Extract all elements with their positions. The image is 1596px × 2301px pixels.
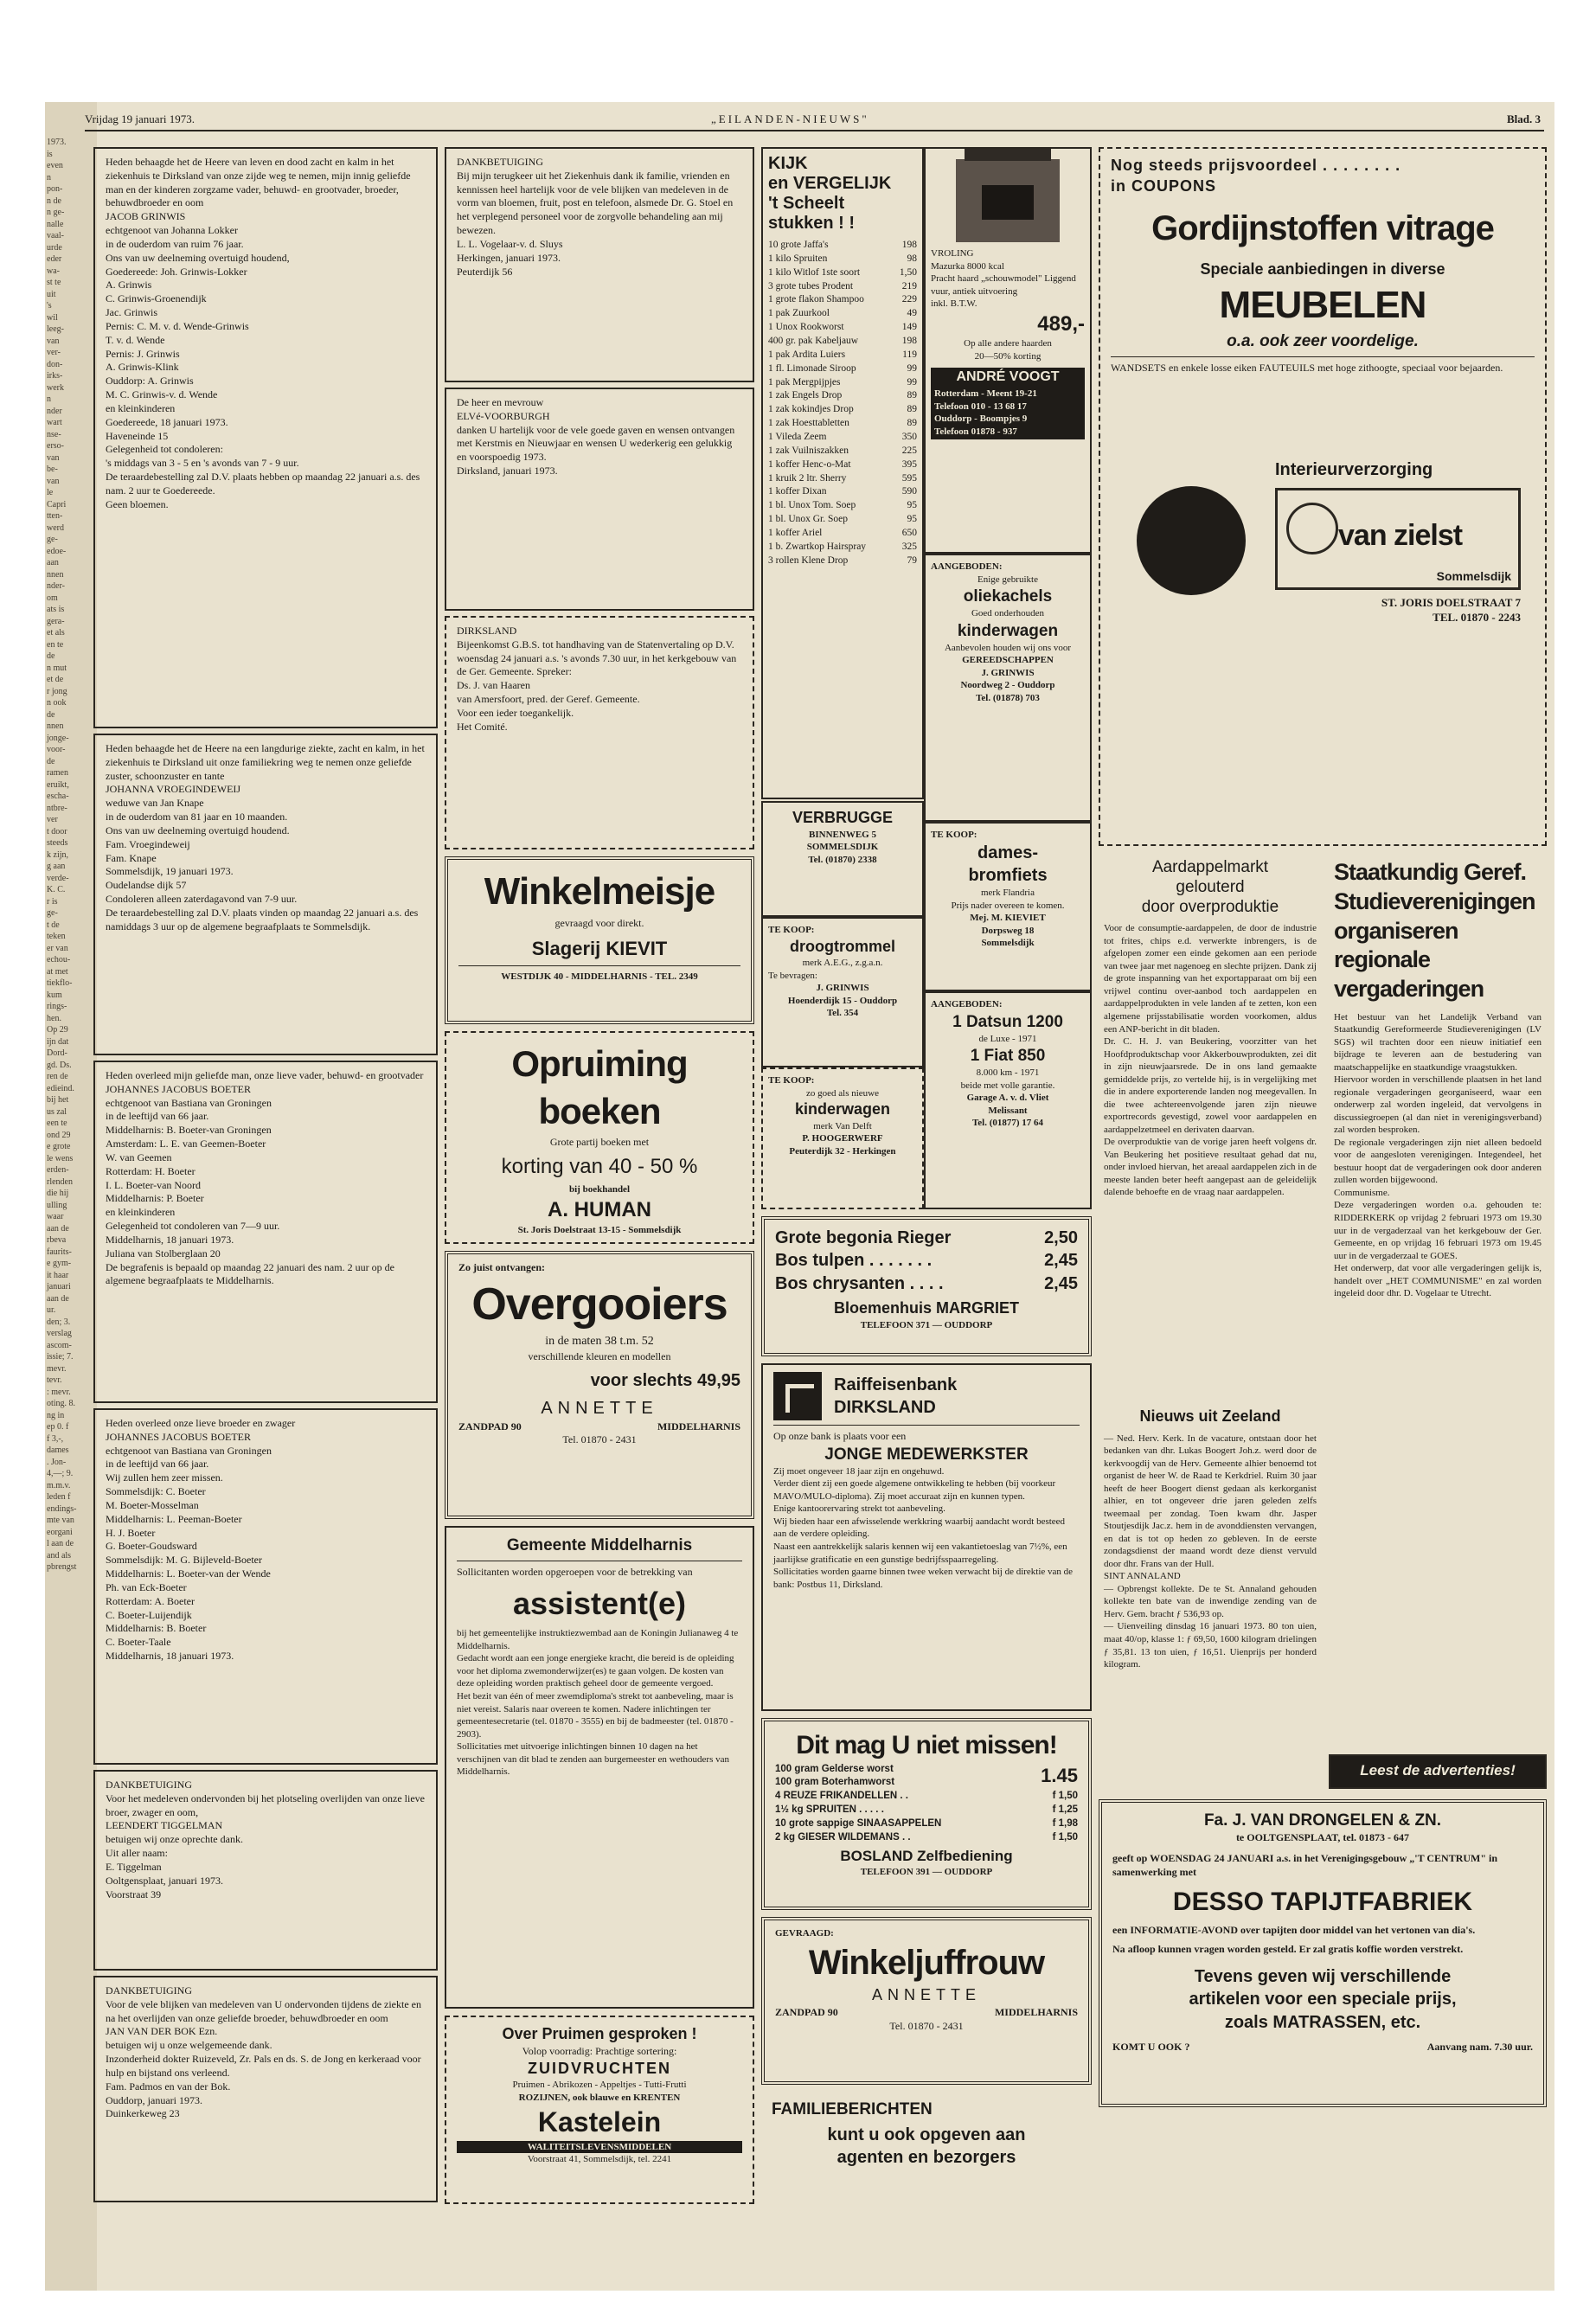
missen-price-row [775, 1817, 1078, 1831]
winkelmeisje-sub: gevraagd voor direkt. [554, 917, 644, 930]
datsun-d2: 8.000 km - 1971 beide met volle garantie. [960, 1067, 1055, 1091]
zielst-logo2: Sommelsdijk [1436, 568, 1511, 583]
bromfiets-t1: merk Flandria [980, 888, 1035, 899]
zielst-logo: van zielst [1338, 519, 1463, 553]
opruiming-t2: korting van 40 - 50 % [501, 1154, 698, 1178]
verbrugge-l1: BINNENWEG 5 [809, 829, 876, 840]
begonia-p1: 2,50 [1044, 1228, 1078, 1247]
zielst-t1: Nog steeds prijsvoordeel . . . . . . . . in COUPONS [1111, 157, 1401, 195]
desso-title: DESSO TAPIJTFABRIEK [1172, 1887, 1473, 1916]
raiffeisen-name: Raiffeisenbank DIRKSLAND [834, 1375, 958, 1417]
kijk-price-row [768, 362, 917, 376]
desso-t4: Tevens geven wij verschillende artikelen voor een speciale prijs, zoals MATRASSEN, etc. [1189, 1966, 1457, 2032]
kijk-item-price: 350 [901, 432, 917, 443]
ad-familieberichten [761, 2092, 1092, 2202]
datsun-car1: 1 Datsun 1200 [952, 1012, 1063, 1031]
pruimen-sub: WALITEITSLEVENSMIDDELEN [457, 2141, 742, 2154]
opruiming-t3: bij boekhandel [569, 1184, 630, 1195]
kijk-item-name: 1 koffer Dixan [768, 486, 827, 497]
kijk-item-price: 98 [907, 253, 917, 264]
aangeboden1-t3: Aanbevolen houden wij ons voor [944, 642, 1072, 653]
aangeboden1-t4: GEREEDSCHAPPEN [962, 655, 1054, 666]
article-staatkundig [1329, 855, 1547, 1754]
vroling-text: VROLING Mazurka 8000 kcal Pracht haard „schouwmodel" Liggend vuur, antiek uitvoering inkl. B.T.W. [931, 248, 1076, 310]
missen-item-name: 100 gram Gelderse worst 100 gram Boterhamworst [775, 1763, 895, 1788]
kijk-item-name: 1 bl. Unox Tom. Soep [768, 500, 856, 511]
kijk-item-price: 95 [907, 500, 917, 511]
verbrugge-l2: SOMMELSDIJK [806, 842, 879, 853]
pruimen-t4: ROZIJNEN, ook blauwe en KRENTEN [518, 2092, 681, 2103]
begonia-tel: TELEFOON 371 — OUDDORP [860, 1319, 993, 1330]
familie-title: FAMILIEBERICHTEN [772, 2100, 933, 2118]
ad-vroling [924, 147, 1092, 554]
desso-loc: te OOLTGENSPLAAT, tel. 01873 - 647 [1235, 1831, 1410, 1844]
missen-price-row [775, 1831, 1078, 1845]
kijk-item-name: 1 kilo Witlof 1ste soort [768, 266, 861, 278]
missen-item-price: f 1,98 [1052, 1818, 1078, 1830]
aardappel-body: Voor de consumptie-aardappelen, de door de industrie tot frites, chips e.d. verwerkte inbrengers, is de afgelopen zomer een einde gekomen aan een periode van twee jaar met nagenoeg en slechte prijzen. Dank zij de grote inspanning van het exportapparaat om bij een vrijwel continu over-aanbod toch aardappelen en aardappelprodukten in vele landen af te zetten, kon een algemene prijsstabilisatie worden voorkomen, aldus een ANP-bericht in dit bladen. Dr. C. H. J. van Beukering, voorzitter van het Hoofdproduktschap voor Akkerbouwprodukten, zei dit in zijn nieuwjaarsrede. De in ons land gemaakte gemiddelde prijs, zo vertelde hij, is in vergelijking met die in andere exporterende landen nog meegevallen. In die twee achtereenvolgende jaren zijn nieuwe exportrecords gevestigd, zowel voor aardappelen en aardappelzetmeel en derivaten daarvan. De overproduktie van de vorige jaren heeft volgens dr. Van Beukering het positieve resultaat gehad dat nu, onder invloed hiervan, het areaal aardappelen zich in de meeste landen beter heeft aangepast aan de geleidelijk dalende behoefte en de vraag naar aardappelen. [1104, 923, 1317, 1198]
kijk-price-row [768, 307, 917, 321]
missen-title: Dit mag U niet missen! [796, 1731, 1057, 1759]
aangeboden1-item2: kinderwagen [957, 621, 1059, 640]
kijk-item-price: 149 [901, 322, 917, 333]
kijk-price-row [768, 335, 917, 349]
kijk-price-row [768, 541, 917, 554]
torn-edge-strip [45, 102, 97, 2291]
kijk-item-price: 198 [901, 336, 917, 347]
vroling-store-info: Rotterdam - Meent 19-21 Telefoon 010 - 13 68 17 Ouddorp - Boompjes 9 Telefoon 01878 - 937 [931, 386, 1085, 439]
missen-item-name: 2 kg GIESER WILDEMANS . . [775, 1831, 911, 1843]
droogtrommel-item: droogtrommel [789, 937, 895, 955]
opruiming-t1: Grote partij boeken met [549, 1135, 650, 1148]
kijk-price-row [768, 253, 917, 266]
kijk-price-list [768, 239, 917, 568]
zielst-t4: MEUBELEN [1219, 284, 1426, 327]
overgooiers-tel: Tel. 01870 - 2431 [562, 1433, 637, 1446]
kijk-item-name: 1 pak Ardita Luiers [768, 349, 846, 360]
overgooiers-t2: verschillende kleuren en modellen [528, 1349, 671, 1362]
ad-kinderwagen [761, 1067, 924, 1209]
kijk-item-name: 1 zak Vuilniszakken [768, 445, 849, 456]
kijk-item-name: 3 rollen Klene Drop [768, 554, 849, 566]
zielst-logo-frame [1275, 488, 1521, 590]
raiffeisen-logo [773, 1372, 822, 1420]
ad-missen [761, 1718, 1092, 1910]
gemeente-title: Gemeente Middelharnis [506, 1536, 693, 1554]
desso-t2: een INFORMATIE-AVOND over tapijten door middel van het vertonen van dia's. [1112, 1924, 1476, 1937]
desso-t5: KOMT U OOK ? [1112, 2040, 1190, 2053]
pruimen-title: Over Pruimen gesproken ! [502, 2025, 697, 2042]
kijk-item-name: 1 pak Mergpijpjes [768, 376, 841, 388]
overgooiers-t1: in de maten 38 t.m. 52 [545, 1335, 654, 1349]
kijk-item-name: 1 zak Engels Drop [768, 390, 843, 401]
bromfiets-t3: Mej. M. KIEVIET Dorpsweg 18 Sommelsdijk [970, 913, 1046, 949]
kijk-item-price: 119 [902, 349, 917, 360]
kijk-item-price: 49 [907, 308, 917, 319]
kijk-item-name: 1 Unox Rookworst [768, 322, 844, 333]
kijk-item-name: 1 kilo Spruiten [768, 253, 828, 264]
aangeboden1-t5: J. GRINWIS Noordweg 2 - Ouddorp Tel. (01878) 703 [960, 667, 1055, 703]
kijk-item-name: 1 b. Zwartkop Hairspray [768, 541, 867, 552]
ad-gemeente [445, 1526, 754, 2009]
ad-sluys [445, 147, 754, 382]
missen-item-price: f 1,50 [1052, 1831, 1078, 1843]
missen-item-price: f 1,25 [1052, 1804, 1078, 1816]
voorburgh-text: De heer en mevrouw ELVé-VOORBURGH danken U hartelijk voor de vele goede gaven en wensen ontvangen met Kerstmis en Nieuwjaar en wensen U wederkerig een gelukkig en voorspoedig 1973. Dirksland, januari 1973. [457, 396, 735, 478]
droogtrommel-d2: Te bevragen: [768, 970, 817, 981]
pruimen-t1: Volop voorradig: Prachtige sortering: [522, 2044, 677, 2057]
ad-winkeljuffrouw [761, 1917, 1092, 2085]
ad-dirksland [445, 616, 754, 849]
kijk-price-row [768, 321, 917, 335]
kijk-item-price: 1,50 [899, 266, 917, 278]
opruiming-addr: St. Joris Doelstraat 13-15 - Sommelsdijk [517, 1224, 682, 1235]
kijk-item-price: 395 [901, 458, 917, 470]
kinderwagen-t1: zo goed als nieuwe [806, 1087, 879, 1099]
droogtrommel-d3: J. GRINWIS Hoenderdijk 15 - Ouddorp Tel. 354 [787, 983, 898, 1019]
kijk-price-row [768, 458, 917, 472]
kijk-item-price: 79 [907, 554, 917, 566]
kinderwagen-label: TE KOOP: [768, 1075, 815, 1086]
missen-price-list [775, 1763, 1078, 1845]
ad-grinwis [93, 147, 438, 728]
kijk-item-name: 1 fl. Limonade Siroop [768, 362, 856, 374]
kijk-item-price: 95 [907, 514, 917, 525]
kijk-price-row [768, 554, 917, 568]
pruimen-name: Kastelein [537, 2106, 662, 2138]
begonia-p2: 2,45 [1044, 1251, 1078, 1271]
familie-t1: kunt u ook opgeven aan agenten en bezorgers [827, 2125, 1026, 2168]
zielst-t3: Speciale aanbiedingen in diverse [1200, 260, 1445, 279]
black-circle-graphic [1137, 486, 1246, 595]
opruiming-title: Opruiming boeken [511, 1043, 688, 1132]
ad-vanderbok [93, 1976, 438, 2202]
kijk-price-row [768, 513, 917, 527]
dirksland-text: DIRKSLAND Bijeenkomst G.B.S. tot handhaving van de Statenvertaling op D.V. woensdag 24 januari a.s. 's avonds 7.30 uur, in het kerkgebouw van de Ger. Gemeente. Spreker: Ds. J. van Haaren van Amersfoort, pred. der Geref. Gemeente. Voor een ieder toegankelijk. Het Comité. [457, 625, 737, 733]
datsun-label: AANGEBODEN: [931, 999, 1003, 1009]
zielst-t5: o.a. ook zeer voordelige. [1227, 332, 1419, 351]
strip-text: 1973. is even n pon- n de n ge- nalle vaal- urde eder wa- st te uit 's wil leeg- van ver- don- irks- werk n nder wart nse- erso- van be- van le Capri tten- werd ge- edoe- aan nnen nder- om ats is gera- et als en te de n mut et de r jong n ook de nnen jonge- voor- de ramen eruikt, escha- ntbre- ver t door steeds k zijn, g aan verde- K. C. r is ge- t de teken er van echou- at met tiekflo- kum rings- hen. Op 29 ijn dat Dord- gd. Ds. ren de edieind. bij het us zal een te ond 29 e grote le wens erden- rlenden die hij ulling waar aan de rbeva faurits- e gym- it haar januari aan de ur. den; 3. verslag ascom- issie; 7. mevr. tevr. : mevr. oting. 8. ng in ep 0. f f 3,-, dames . Jon- 4,—; 9. m.m.v. leden f endings- mte van eorgani l aan de and als pbrengst [47, 138, 77, 1572]
kijk-item-name: 1 koffer Ariel [768, 528, 823, 539]
ad-aangeboden-oliekachels [924, 554, 1092, 822]
kijk-item-name: 1 grote flakon Shampoo [768, 294, 864, 305]
kijk-price-row [768, 403, 917, 417]
begonia-name: Bloemenhuis MARGRIET [833, 1299, 1019, 1317]
winkeljuffrouw-title: Winkeljuffrouw [808, 1943, 1045, 1982]
verbrugge-l3: Tel. (01870) 2338 [808, 854, 877, 865]
kijk-item-name: 1 koffer Henc-o-Mat [768, 458, 851, 470]
missen-price-row [775, 1790, 1078, 1804]
zeeland-body: — Ned. Herv. Kerk. In de vacature, ontstaan door het bedanken van dhr. Lukas Boogert Joh.z. werd door de kerkvoogdij van de Herv. Gemeente alhier benoemd tot organist de heer W. de Raad te Kerkdriel. Ruim 30 jaar heeft de heer Boogert dienst gedaan als kerkorganist alhier, en tot ongeveer drie jaren geleden zelfs tweemaal per zondag. Toen kwam dhr. Jasper Stoutjesdijk Jac.z. hem in de avonddiensten vervangen, en dat is tot op heden zo gebleven. In de eerste zondagsdienst der maand wordt deze dienst vervuld door dhr. Frans van der Hull. SINT ANNALAND — Opbrengst kollekte. De te St. Annaland gehouden kollekte ten bate van de inwendige zending van de Herv. Gem. bracht ƒ 536,93 op. — Uienveiling dinsdag 16 januari 1973. 80 ton uien, maat 40/op, klasse 1: ƒ 69,50, 1600 kilogram drielingen ƒ 35,81. 13 ton uien, ƒ 16,51. Uienprijs per honderd kilogram. [1104, 1433, 1317, 1670]
droogtrommel-label: TE KOOP: [768, 925, 815, 935]
overgooiers-t0: Zo juist ontvangen: [458, 1261, 546, 1273]
kijk-item-price: 650 [901, 528, 917, 539]
missen-item-name: 1½ kg SPRUITEN . . . . . [775, 1804, 884, 1816]
zielst-logo-area [1111, 384, 1535, 644]
header-date: Vrijdag 19 januari 1973. [85, 112, 195, 125]
kijk-item-name: 1 bl. Unox Gr. Soep [768, 514, 848, 525]
kijk-item-price: 89 [907, 418, 917, 429]
ad-boeter-1 [93, 1061, 438, 1403]
kijk-item-name: 400 gr. pak Kabeljauw [768, 336, 859, 347]
kijk-item-name: 1 zak kokindjes Drop [768, 404, 854, 415]
zielst-t2: Gordijnstoffen vitrage [1151, 208, 1494, 247]
ad-opruiming [445, 1031, 754, 1244]
kijk-item-name: 1 pak Zuurkool [768, 308, 830, 319]
overgooiers-a1: ZANDPAD 90 [458, 1420, 522, 1433]
kijk-price-row [768, 239, 917, 253]
ad-desso [1099, 1799, 1547, 2107]
winkeljuffrouw-a1: ZANDPAD 90 [775, 2006, 838, 2019]
leest-banner [1329, 1754, 1547, 1789]
vroegindeweij-text: Heden behaagde het de Heere na een langdurige ziekte, zacht en kalm, in het ziekenhuis te Dirksland uit onze familiekring weg te nemen onze geliefde zuster, schoonzuster en tante JOHANNA VROEGINDEWEIJ weduwe van Jan Knape in de ouderdom van 81 jaar en 10 maanden. Ons van uw deelneming overtuigd houdend. Fam. Vroegindeweij Fam. Knape Sommelsdijk, 19 januari 1973. Oudelandse dijk 57 Condoleren alleen zaterdagavond van 7-9 uur. De teraardebestelling zal D.V. plaats vinden op maandag 22 januari a.s. des namiddags 3 uur op de algemene begraafplaats te Sommelsdijk. [106, 742, 425, 933]
kijk-price-row [768, 499, 917, 513]
desso-t3: Na afloop kunnen vragen worden gesteld. Er zal gratis koffie worden verstrekt. [1112, 1942, 1464, 1955]
kinderwagen-t3: P. HOOGERWERF Peuterdijk 32 - Herkingen [789, 1133, 896, 1157]
kijk-item-price: 595 [901, 472, 917, 484]
winkeljuffrouw-name: ANNETTE [871, 1986, 981, 2004]
fireplace-image [956, 159, 1060, 242]
boeter1-text: Heden overleed mijn geliefde man, onze lieve vader, behuwd- en grootvader JOHANNES JACOBUS BOETER echtgenoot van Bastiana van Groningen in de leeftijd van 66 jaar. Middelharnis: B. Boeter-van Groningen Amsterdam: L. E. van Geemen-Boeter W. van Geemen Rotterdam: H. Boeter I. L. Boeter-van Noord Middelharnis: P. Boeter en kleinkinderen Gelegenheid tot condoleren van 7—9 uur. Middelharnis, 18 januari 1973. Juliana van Stolberglaan 20 De begrafenis is bepaald op maandag 22 januari des nam. 2 uur op de algemene begraafplaats te Middelharnis. [106, 1069, 424, 1287]
raiffeisen-body: Zij moet ongeveer 18 jaar zijn en ongehuwd. Verder dient zij een goede algemene ontwikkeling te hebben (bij voorkeur MAVO/MULO-diploma). Zij moet accuraat zijn en kunnen typen. Enige kantoorervaring strekt tot aanbeveling. Wij bieden haar een afwisselende werkkring waarbij aandacht wordt besteed aan de verdere opleiding. Naast een aantrekkelijk salaris kennen wij een vakantietoeslag van 7½%, een jaarlijkse gratificatie en een gunstige bedrijfsspaarregeling. Sollicitaties worden gaarne binnen twee weken verwacht bij de direktie van de bank: Postbus 11, Dirksland. [773, 1465, 1074, 1590]
bromfiets-t2: Prijs nader overeen te komen. [951, 900, 1065, 911]
ad-tiggelman [93, 1770, 438, 1971]
kijk-item-price: 99 [907, 376, 917, 388]
overgooiers-name: ANNETTE [541, 1399, 658, 1419]
bromfiets-label: TE KOOP: [931, 830, 977, 840]
kijk-item-name: 1 kruik 2 ltr. Sherry [768, 472, 847, 484]
desso-t6: Aanvang nam. 7.30 uur. [1426, 2040, 1533, 2053]
kijk-price-row [768, 349, 917, 362]
kijk-item-price: 99 [907, 362, 917, 374]
winkelmeisje-name: Slagerij KIEVIT [531, 937, 668, 959]
zielst-t6: WANDSETS en enkele losse eiken FAUTEUILS met hoge zithoogte, speciaal voor bejaarden. [1111, 362, 1503, 375]
vanderbok-text: DANKBETUIGING Voor de vele blijken van medeleven van U ondervonden tijdens de ziekte en na het overlijden van onze geliefde broeder, behuwdbroeder en oom JAN VAN DER BOK Ezn. betuigen wij u onze welgemeende dank. Inzonderheid dokter Ruizeveld, Zr. Pals en ds. S. de Jong en kerkeraad voor hulp en bijstand ons verleend. Fam. Padmos en van der Bok. Ouddorp, januari 1973. Duinkerkeweg 23 [106, 1984, 421, 2120]
vroling-sub: Op alle andere haarden 20—50% korting [964, 338, 1052, 362]
tiggelman-text: DANKBETUIGING Voor het medeleven ondervonden bij het plotseling overlijden van onze lieve broer, zwager en oom, LEENDERT TIGGELMAN betuigen wij onze oprechte dank. Uit aller naam: E. Tiggelman Ooltgensplaat, januari 1973. Voorstraat 39 [106, 1779, 426, 1900]
kijk-item-price: 325 [901, 541, 917, 552]
begonia-r3: Bos chrysanten . . . . [775, 1273, 944, 1293]
kijk-price-row [768, 431, 917, 445]
zielst-addr: ST. JORIS DOELSTRAAT 7 TEL. 01870 - 2243 [1381, 596, 1521, 625]
header-paper: „EILANDEN-NIEUWS" [711, 112, 869, 125]
begonia-r2: Bos tulpen . . . . . . . [775, 1251, 933, 1271]
kijk-item-name: 1 zak Hoesttabletten [768, 418, 849, 429]
ad-winkelmeisje [445, 856, 754, 1024]
vroling-price: 489,- [1037, 311, 1085, 336]
kijk-price-row [768, 280, 917, 294]
winkelmeisje-title: Winkelmeisje [484, 870, 715, 913]
begonia-r1: Grote begonia Rieger [775, 1228, 952, 1247]
overgooiers-a2: MIDDELHARNIS [657, 1420, 740, 1433]
missen-price-row [775, 1763, 1078, 1791]
kijk-price-row [768, 527, 917, 541]
kijk-item-price: 219 [901, 280, 917, 292]
kijk-price-row [768, 485, 917, 499]
missen-item-name: 4 REUZE FRIKANDELLEN . . [775, 1791, 908, 1802]
header-page: Blad. 3 [1506, 112, 1541, 125]
ad-raiffeisen [761, 1363, 1092, 1711]
missen-price-row [775, 1804, 1078, 1817]
staatkundig-title: Staatkundig Geref. Studieverenigingen organiseren regionale vergaderingen [1334, 859, 1535, 1002]
leest-text: Leest de advertenties! [1360, 1762, 1516, 1779]
raiffeisen-title: JONGE MEDEWERKSTER [824, 1445, 1029, 1464]
kijk-item-name: 1 Vileda Zeem [768, 432, 827, 443]
kijk-item-price: 229 [901, 294, 917, 305]
gemeente-body: bij het gemeentelijke instruktiezwembad aan de Koningin Julianaweg 4 te Middelharnis. Gedacht wordt aan een jonge energieke kracht, die bereid is de opleiding voor het diploma zwemonderwijzer(es) te gaan volgen. De kosten van deze opleiding worden praktisch geheel door de gemeente vergoed. Het bezit van één of meer zwemdiploma's strekt tot aanbeveling, maar is niet vereist. Salaris naar overeen te komen. Nadere inlichtingen ter gemeentesecretarie (tel. 01870 - 3555) en bij de badmeester (tel. 01870 - 2903). Sollicitaties met uitvoerige inlichtingen binnen 10 dagen na het verschijnen van dit blad te zenden aan burgemeester en wethouders van Middelharnis. [457, 1628, 739, 1778]
missen-item-price: 1.45 [1041, 1764, 1078, 1786]
missen-tel: TELEFOON 391 — OUDDORP [860, 1867, 993, 1878]
kijk-title: KIJK en VERGELIJK 't Scheelt stukken ! ! [768, 154, 892, 233]
sluys-text: DANKBETUIGING Bij mijn terugkeer uit het Ziekenhuis dank ik familie, vrienden en kennissen heel hartelijk voor de vele blijken van medeleven in de vorm van bloemen, fruit, post en telefoon, alsmede Dr. G. Stoel en het verplegend personeel voor de zorgvolle behandeling aan mij bewezen. L. L. Vogelaar-v. d. Sluys Herkingen, januari 1973. Peuterdijk 56 [457, 156, 734, 278]
kinderwagen-item: kinderwagen [794, 1100, 891, 1118]
kinderwagen-t2: merk Van Delft [813, 1120, 872, 1131]
ad-verbrugge [761, 801, 924, 917]
raiffeisen-t1: Op onze bank is plaats voor een [773, 1430, 907, 1442]
pruimen-t3: Pruimen - Abrikozen - Appeltjes - Tutti-Frutti [512, 2080, 687, 2091]
overgooiers-title: Overgooiers [471, 1279, 727, 1330]
kijk-price-row [768, 376, 917, 390]
kijk-item-price: 225 [901, 445, 917, 456]
staatkundig-body: Het bestuur van het Landelijk Verband van Staatkundig Gereformeerde Studieverenigingen (LV SGS) wil trachten door een nieuw initiatief een bijdrage te leveren aan de bestudering van maatschappelijke en staatkundige vraagstukken. Hiervoor worden in verschillende plaatsen in het land regionale vergaderingen georganiseerd, waar een onderwerp zal worden ingeleid, dat vervolgens in discussiegroepen (al dan niet in verenigingsverband) zal worden besproken. De regionale vergaderingen zijn niet alleen bedoeld voor de aangesloten verenigingen. Integendeel, het bestuur hoopt dat de vergaderingen ook door anderen zullen worden bijgewoond. Communisme. Deze vergaderingen worden o.a. gehouden te: RIDDERKERK op vrijdag 2 februari 1973 om 19.30 uur in de vergaderzaal van het kerkgebouw der Ger. Gemeente, en op vrijdag 16 februari 1973 om 19.45 uur in de vergaderzaal te GOES. Het onderwerp, dat voor alle vergaderingen gelijk is, handelt over „HET COMMUNISME" en zal worden ingeleid door dhr. D. Vogelaar te Utrecht. [1334, 1011, 1542, 1299]
kijk-item-name: 10 grote Jaffa's [768, 240, 829, 250]
kijk-item-name: 3 grote tubes Prodent [768, 280, 854, 292]
aangeboden1-t2: Goed onderhouden [971, 608, 1044, 619]
header-rule [85, 130, 1544, 131]
ad-begonia [761, 1216, 1092, 1356]
kijk-price-row [768, 445, 917, 458]
pruimen-addr: Voorstraat 41, Sommelsdijk, tel. 2241 [527, 2154, 672, 2165]
droogtrommel-d1: merk A.E.G., z.g.a.n. [802, 958, 883, 969]
zielst-t7: Interieurverzorging [1275, 460, 1433, 480]
pruimen-t2: ZUIDVRUCHTEN [528, 2059, 671, 2077]
winkelmeisje-addr: WESTDIJK 40 - MIDDELHARNIS - TEL. 2349 [501, 971, 698, 982]
ad-pruimen [445, 2016, 754, 2204]
winkeljuffrouw-a2: MIDDELHARNIS [994, 2006, 1078, 2019]
desso-t1: geeft op WOENSDAG 24 JANUARI a.s. in het Verenigingsgebouw „'T CENTRUM" in samenwerking met [1112, 1851, 1498, 1878]
grinwis-text: Heden behaagde het de Heere van leven en dood zacht en kalm in het ziekenhuis te Dirksland van onze zijde weg te nemen, mijn innig geliefde man en der kinderen zorgzame vader, behuwd- en grootvader, broeder, behuwdbroeder en oom JACOB GRINWIS echtgenoot van Johanna Lokker in de ouderdom van ruim 76 jaar. Ons van uw deelneming overtuigd houdend, Goedereede: Joh. Grinwis-Lokker A. Grinwis C. Grinwis-Groenendijk Jac. Grinwis Pernis: C. M. v. d. Wende-Grinwis T. v. d. Wende Pernis: J. Grinwis A. Grinwis-Klink Ouddorp: A. Grinwis M. C. Grinwis-v. d. Wende en kleinkinderen Goedereede, 18 januari 1973. Haveneinde 15 Gelegenheid tot condoleren: 's middags van 3 - 5 en 's avonds van 7 - 9 uur. De teraardebestelling zal D.V. plaats hebben op maandag 22 januari a.s. des nam. 2 uur te Goedereede. Geen bloemen. [106, 156, 420, 510]
kijk-item-price: 590 [901, 486, 917, 497]
aangeboden1-label: AANGEBODEN: [931, 561, 1003, 572]
missen-name: BOSLAND Zelfbediening [840, 1847, 1013, 1864]
kijk-item-price: 89 [907, 404, 917, 415]
kijk-price-row [768, 266, 917, 280]
ad-voorburgh [445, 388, 754, 611]
opruiming-name: A. HUMAN [548, 1197, 651, 1221]
desso-firm: Fa. J. VAN DRONGELEN & ZN. [1203, 1811, 1442, 1830]
gemeente-t1: Sollicitanten worden opgeroepen voor de betrekking van [457, 1566, 693, 1579]
datsun-d1: de Luxe - 1971 [978, 1033, 1037, 1044]
newspaper-page [45, 102, 1554, 2291]
kijk-price-row [768, 417, 917, 431]
aardappel-title: Aardappelmarkt gelouterd door overproduktie [1141, 858, 1279, 916]
ad-overgooiers [445, 1251, 754, 1519]
gemeente-big: assistent(e) [512, 1585, 687, 1621]
ad-vroegindeweij [93, 734, 438, 1055]
kijk-price-row [768, 389, 917, 403]
kijk-item-price: 89 [907, 390, 917, 401]
winkeljuffrouw-tel: Tel. 01870 - 2431 [889, 2019, 964, 2032]
missen-item-price: f 1,50 [1052, 1791, 1078, 1802]
ad-droogtrommel [761, 917, 924, 1067]
ad-datsun [924, 991, 1092, 1209]
bromfiets-item: dames- bromfiets [968, 843, 1048, 885]
datsun-d3: Garage A. v. d. Vliet Melissant Tel. (01877) 17 64 [966, 1093, 1049, 1129]
ad-kijk [761, 147, 924, 799]
ad-zielst [1099, 147, 1547, 846]
boeter2-text: Heden overleed onze lieve broeder en zwager JOHANNES JACOBUS BOETER echtgenoot van Bastiana van Groningen in de leeftijd van 66 jaar. Wij zullen hem zeer missen. Sommelsdijk: C. Boeter M. Boeter-Mosselman Middelharnis: L. Peeman-Boeter H. J. Boeter G. Boeter-Goudsward Sommelsdijk: M. G. Bijleveld-Boeter Middelharnis: L. Boeter-van der Wende Ph. van Eck-Boeter Rotterdam: A. Boeter C. Boeter-Luijendijk Middelharnis: B. Boeter C. Boeter-Taale Middelharnis, 18 januari 1973. [106, 1417, 296, 1663]
kijk-price-row [768, 293, 917, 307]
begonia-p3: 2,45 [1044, 1273, 1078, 1293]
ad-boeter-2 [93, 1408, 438, 1765]
overgooiers-t3: voor slechts 49,95 [590, 1370, 740, 1390]
verbrugge-title: VERBRUGGE [792, 809, 893, 826]
kijk-item-price: 198 [901, 240, 917, 250]
article-aardappelmarkt [1099, 855, 1322, 1400]
kijk-price-row [768, 472, 917, 486]
vroling-store: ANDRÉ VOOGT [931, 368, 1085, 386]
aangeboden1-item: oliekachels [963, 587, 1053, 606]
ad-bromfiets [924, 822, 1092, 991]
aangeboden1-t1: Enige gebruikte [977, 574, 1038, 585]
datsun-car2: 1 Fiat 850 [970, 1047, 1046, 1066]
missen-item-name: 10 grote sappige SINAASAPPELEN [775, 1818, 942, 1830]
zeeland-title: Nieuws uit Zeeland [1139, 1407, 1281, 1425]
winkeljuffrouw-t0: GEVRAAGD: [775, 1928, 834, 1939]
